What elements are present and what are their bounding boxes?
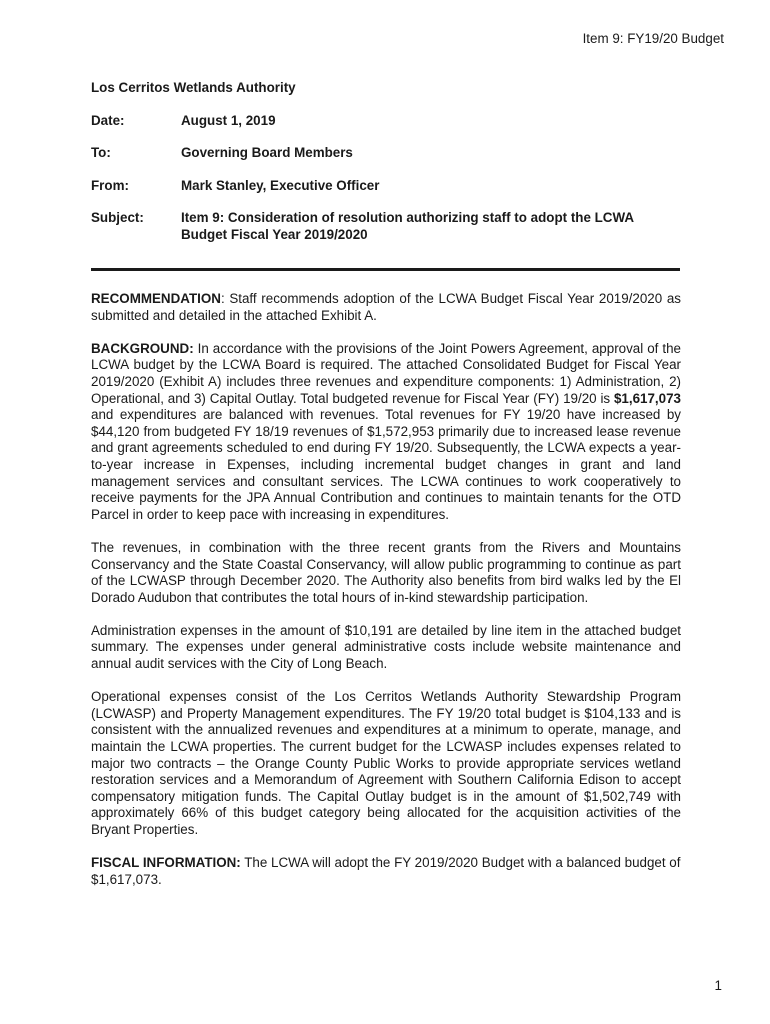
page-number: 1 — [714, 978, 722, 993]
background-text-part2: and expenditures are balanced with revenues. Total revenues for FY 19/20 have increased by $44,120 from budgeted FY 18/19 revenues of $1,572,953 primarily due to increased lease revenue and grant agreements scheduled to end during FY 19/20. Subsequently, the LCWA expects a year-to-year increase in Expenses, including incremental budget changes in grant and land management services and consultant services. The LCWA continues to work cooperatively to receive payments for the JPA Annual Contribution and continues to maintain tenants for the OTD Parcel in order to keep pace with increasing in expenditures. — [91, 407, 681, 522]
fiscal-heading: FISCAL INFORMATION: — [91, 855, 241, 871]
organization-name: Los Cerritos Wetlands Authority — [91, 80, 296, 95]
subject-value: Item 9: Consideration of resolution authorizing staff to adopt the LCWA Budget Fiscal Year 2019/2020 — [181, 210, 634, 242]
recommendation-heading: RECOMMENDATION — [91, 291, 221, 306]
administration-paragraph: Administration expenses in the amount of $10,191 are detailed by line item in the attached budget summary. The expenses under general administrative costs include website maintenance and annual audit services with the City of Long Beach. — [91, 622, 681, 672]
fiscal-text: The LCWA will adopt the FY 2019/2020 Budget with a balanced budget of $1,617,073. — [91, 855, 681, 887]
to-value: Governing Board Members — [181, 145, 353, 161]
memo-to-row — [91, 145, 681, 162]
to-label: To: — [91, 145, 111, 161]
document-body — [91, 291, 681, 905]
background-paragraph — [91, 341, 681, 524]
operational-paragraph: Operational expenses consist of the Los Cerritos Wetlands Authority Stewardship Program (LCWASP) and Property Management expenditures. The FY 19/20 total budget is $104,133 and is consistent with the annualized revenues and expenditures at a minimum to operate, manage, and maintain the LCWA properties. The current budget for the LCWASP includes expenses related to major two contracts – the Orange County Public Works to provide appropriate services wetland restoration services and a Memorandum of Agreement with Southern California Edison to accept compensatory mitigation funds. The Capital Outlay budget is in the amount of $1,502,749 with approximately 66% of this budget category being allocated for the acquisition activities of the Bryant Properties. — [91, 689, 681, 837]
subject-label: Subject: — [91, 210, 144, 226]
date-label: Date: — [91, 112, 125, 128]
header-divider — [91, 268, 680, 271]
memo-header — [91, 80, 681, 260]
background-heading: BACKGROUND: — [91, 340, 194, 356]
memo-date-row — [91, 113, 681, 130]
background-text-part1: In accordance with the provisions of the Joint Powers Agreement, approval of the LCWA budget by the LCWA Board is required. The attached Consolidated Budget for Fiscal Year 2019/2020 (Exhibit A) includes three revenues and expenditure components: 1) Administration, 2) Operational, and 3) Capital Outlay. Total budgeted revenue for Fiscal Year (FY) 19/20 is — [91, 340, 681, 406]
total-revenue-value: $1,617,073 — [613, 390, 681, 406]
fiscal-paragraph — [91, 855, 681, 888]
date-value: August 1, 2019 — [181, 112, 276, 128]
memo-from-row — [91, 178, 681, 195]
memo-subject-row — [91, 210, 681, 243]
from-value: Mark Stanley, Executive Officer — [181, 177, 380, 193]
from-label: From: — [91, 177, 129, 193]
recommendation-paragraph — [91, 291, 681, 324]
header-item-label: Item 9: FY19/20 Budget — [582, 31, 724, 46]
revenues-paragraph: The revenues, in combination with the three recent grants from the Rivers and Mountains Conservancy and the State Coastal Conservancy, will allow public programming to continue as part of the LCWASP through December 2020. The Authority also benefits from bird walks led by the El Dorado Audubon that contributes the total hours of in-kind stewardship participation. — [91, 539, 681, 605]
recommendation-text: : Staff recommends adoption of the LCWA Budget Fiscal Year 2019/2020 as submitted and detailed in the attached Exhibit A. — [91, 291, 681, 323]
